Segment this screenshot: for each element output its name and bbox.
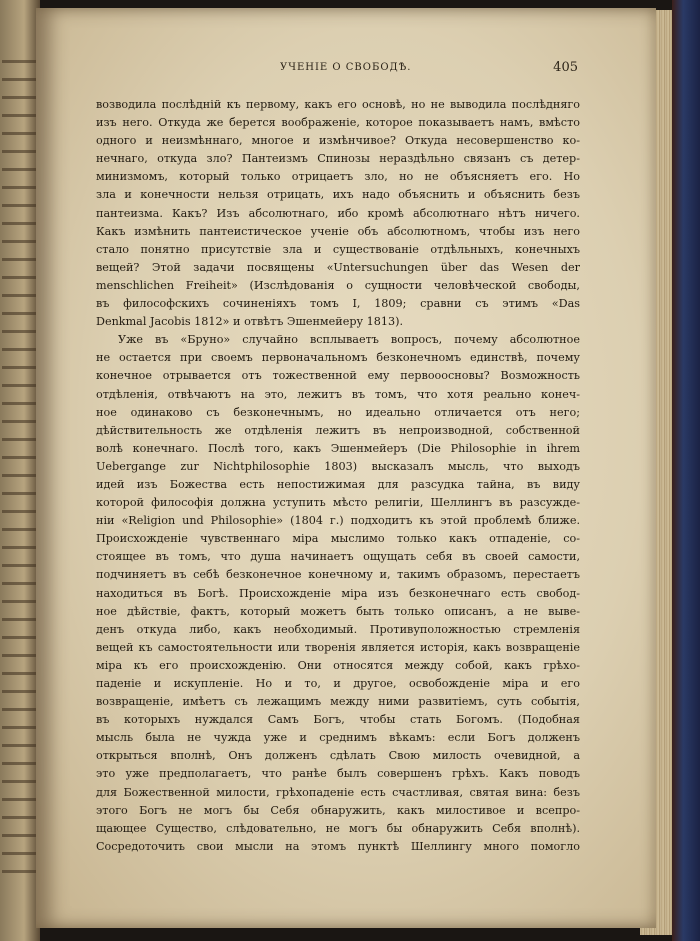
- text-line: menschlichen Freiheit» (Изслѣдованія о сущности человѣческой свободы,: [96, 278, 580, 292]
- text-line: ніи «Religion und Philosophie» (1804 г.) подходитъ къ этой проблемѣ ближе.: [96, 514, 580, 528]
- text-line: Какъ измѣнить пантеистическое ученіе объ абсолютномъ, чтобы изъ него: [96, 224, 580, 238]
- book-page: [36, 8, 656, 928]
- page-header: [280, 62, 580, 82]
- text-line: въ которыхъ нуждался Самъ Богъ, чтобы стать Богомъ. (Подобная: [96, 713, 580, 727]
- text-line: Сосредоточить свои мысли на этомъ пунктѣ Шеллингу много помогло: [96, 839, 580, 853]
- text-line: денъ откуда либо, какъ необходимый. Противуположностью стремленія: [96, 622, 580, 636]
- text-line: Уже въ «Бруно» случайно всплываетъ вопросъ, почему абсолютное: [118, 333, 580, 347]
- text-line: это уже предполагаетъ, что ранѣе былъ совершенъ грѣхъ. Какъ поводъ: [96, 767, 580, 781]
- text-line: Происхожденіе чувственнаго міра мыслимо только какъ отпаденіе, со-: [96, 532, 580, 546]
- text-line: конечное отрывается отъ тожественной ему первооосновы? Возможность: [96, 369, 580, 383]
- text-line: отдѣленія, отвѣчаютъ на это, лежитъ въ томъ, что хотя реально конеч-: [96, 387, 580, 401]
- text-line: минизмомъ, который только отрицаетъ зло, но не объясняетъ его. Но: [96, 170, 580, 184]
- text-line: мысль была не чужда уже и среднимъ вѣкамъ: если Богъ долженъ: [96, 731, 580, 745]
- text-line: возвращеніе, имѣетъ съ лежащимъ между ними развитіемъ, суть событія,: [96, 695, 580, 709]
- text-line: для Божественной милости, грѣхопаденіе есть счастливая, святая вина: безъ: [96, 785, 580, 799]
- text-line: которой философія должна уступить мѣсто религіи, Шеллингъ въ разсужде-: [96, 496, 580, 510]
- text-line: одного и неизмѣннаго, многое и измѣнчивое? Откуда несовершенство ко-: [96, 134, 580, 148]
- text-line: вещей? Этой задачи посвящены «Untersuchungen über das Wesen der: [96, 260, 580, 274]
- text-line: не остается при своемъ первоначальномъ безконечномъ единствѣ, почему: [96, 351, 580, 365]
- text-line: идей изъ Божества есть непостижимая для разсудка тайна, въ виду: [96, 477, 580, 491]
- text-line: открыться вполнѣ, Онъ долженъ сдѣлать Свою милость очевидной, а: [96, 749, 580, 763]
- text-line: стоящее въ томъ, что душа начинаетъ ощущать себя въ своей самости,: [96, 550, 580, 564]
- text-line: находиться въ Богѣ. Происхожденіе міра изъ безконечнаго есть свобод-: [96, 586, 580, 600]
- text-line: этого Богъ не могъ бы Себя обнаружить, какъ милостивое и всепро-: [96, 803, 580, 817]
- text-line: щающее Существо, слѣдовательно, не могъ бы обнаружить Себя вполнѣ).: [96, 821, 580, 835]
- facing-page-edge: [0, 0, 40, 941]
- text-line: нечнаго, откуда зло? Пантеизмъ Спинозы нераздѣльно связанъ съ детер-: [96, 152, 580, 166]
- text-line: дѣйствительность же отдѣленія лежитъ въ непроизводной, собственной: [96, 423, 580, 437]
- body-text: [96, 96, 580, 856]
- text-line: ное одинаково съ безконечнымъ, но идеально отличается отъ него;: [96, 405, 580, 419]
- text-line: стало понятно присутствіе зла и существованіе отдѣльныхъ, конечныхъ: [96, 242, 580, 256]
- running-title: УЧЕНІЕ О СВОБОДѢ.: [280, 62, 412, 73]
- text-line: Denkmal Jacobis 1812» и отвѣтъ Эшенмейеру 1813).: [96, 315, 404, 329]
- text-line: изъ него. Откуда же берется воображеніе, которое показываетъ намъ, вмѣсто: [96, 116, 580, 130]
- text-line: подчиняетъ въ себѣ безконечное конечному и, такимъ образомъ, перестаетъ: [96, 568, 580, 582]
- text-line: міра къ его происхожденію. Они относятся между собой, какъ грѣхо-: [96, 658, 580, 672]
- text-line: въ философскихъ сочиненіяхъ томъ I, 1809; сравни съ этимъ «Das: [96, 297, 580, 311]
- text-line: паденіе и искупленіе. Но и то, и другое, освобожденіе міра и его: [96, 677, 580, 690]
- text-line: Uebergange zur Nichtphilosophie 1803) высказалъ мысль, что выходъ: [96, 459, 580, 473]
- text-line: волѣ конечнаго. Послѣ того, какъ Эшенмейеръ (Die Philosophie in ihrem: [96, 441, 580, 455]
- text-line: пантеизма. Какъ? Изъ абсолютнаго, ибо кромѣ абсолютнаго нѣтъ ничего.: [96, 206, 580, 220]
- text-line: зла и конечности нельзя отрицать, ихъ надо объяснить и объяснить безъ: [96, 188, 580, 202]
- text-line: возводила послѣдній къ первому, какъ его основѣ, но не выводила послѣдняго: [96, 98, 580, 111]
- page-number: 405: [553, 60, 578, 75]
- text-line: вещей къ самостоятельности или творенія является исторія, какъ возвращеніе: [96, 640, 580, 654]
- book-cover: [672, 0, 700, 941]
- text-line: ное дѣйствіе, фактъ, который можетъ быть только описанъ, а не выве-: [96, 604, 580, 618]
